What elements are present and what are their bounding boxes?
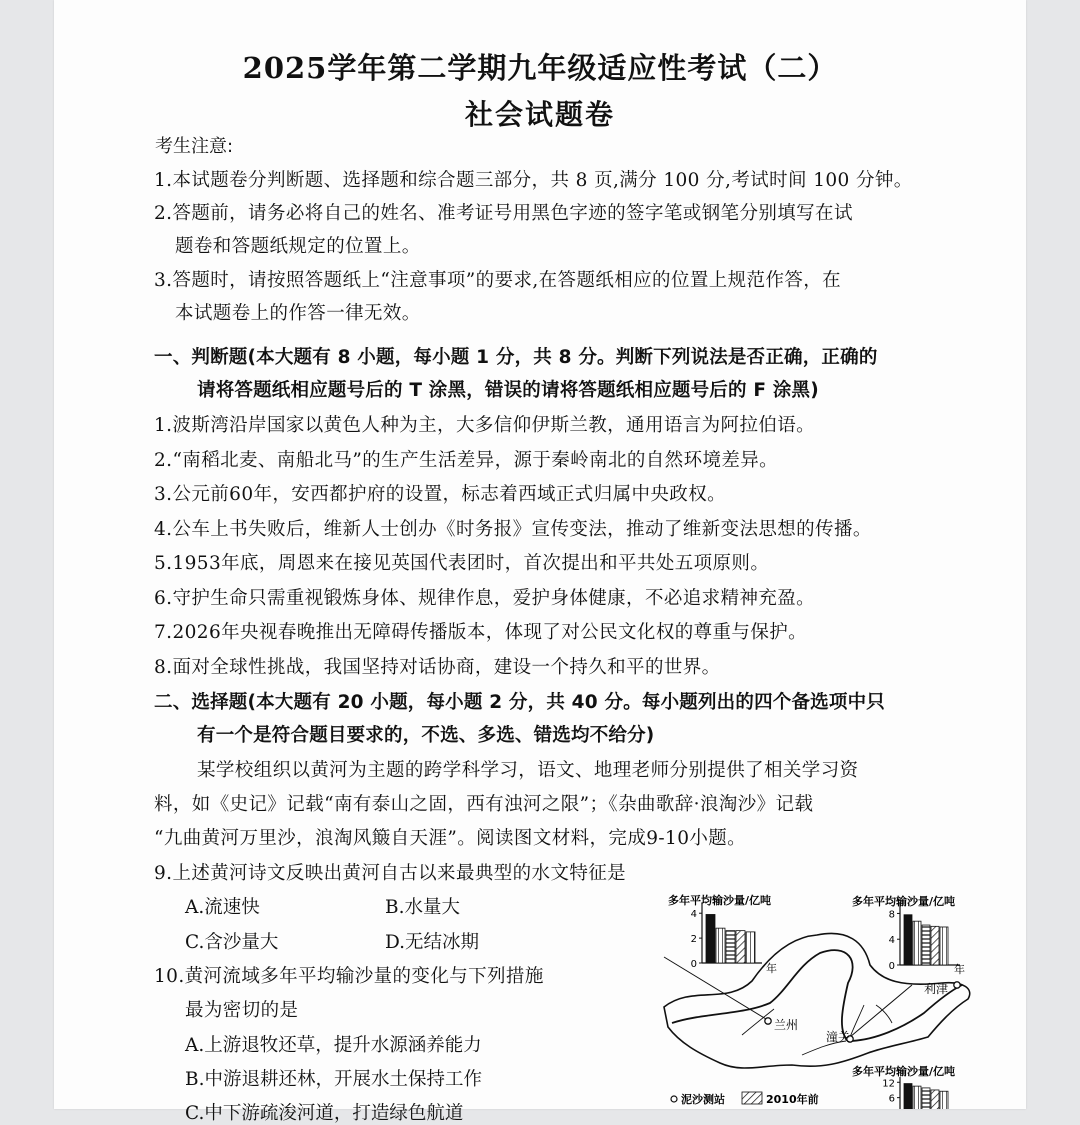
bar <box>706 914 715 963</box>
bar <box>913 921 921 965</box>
bar <box>931 1090 939 1109</box>
judge-item: 3.公元前60年，安西都护府的设置，标志着西域正式归属中央政权。 <box>154 484 726 505</box>
q9-option-d: D.无结冰期 <box>385 932 480 953</box>
q10-option-c: C.中下游疏浚河道，打造绿色航道 <box>185 1103 464 1124</box>
yellow-river-map <box>602 885 1026 1109</box>
chart-ylabel: 多年平均输沙量/亿吨 <box>852 1065 956 1078</box>
q9-option-b: B.水量大 <box>385 897 460 918</box>
place-label: 潼关 <box>826 1030 851 1044</box>
bar <box>746 932 755 963</box>
section1-heading-cont: 请将答题纸相应题号后的 T 涂黑，错误的请将答题纸相应题号后的 F 涂黑) <box>197 380 819 401</box>
judge-item: 7.2026年央视春晚推出无障碍传播版本，体现了对公民文化权的尊重与保护。 <box>154 622 808 643</box>
bar <box>922 1088 930 1109</box>
x-unit-label: 年 <box>954 963 965 976</box>
bar <box>913 1086 921 1109</box>
notice-heading: 考生注意: <box>155 136 234 157</box>
q10-option-b: B.中游退耕还林，开展水土保持工作 <box>185 1069 482 1090</box>
notice-item: 2.答题前，请务必将自己的姓名、准考证号用黑色字迹的签字笔或钢笔分别填写在试 <box>154 203 853 224</box>
section1-heading: 一、判断题(本大题有 8 小题，每小题 1 分，共 8 分。判断下列说法是否正确，正确的 <box>154 347 878 368</box>
notice-item: 本试题卷上的作答一律无效。 <box>175 303 421 324</box>
judge-item: 8.面对全球性挑战，我国坚持对话协商，建设一个持久和平的世界。 <box>154 657 721 678</box>
y-tick-label: 0 <box>888 961 895 972</box>
bar <box>716 928 725 963</box>
legend-station-label: 泥沙测站 <box>681 1093 725 1106</box>
notice-item: 题卷和答题纸规定的位置上。 <box>175 236 421 257</box>
q9-option-c: C.含沙量大 <box>185 932 279 953</box>
station-marker <box>954 982 960 988</box>
legend-swatch <box>742 1092 762 1104</box>
bar <box>904 1084 912 1109</box>
y-tick-label: 4 <box>888 935 895 947</box>
section2-heading: 二、选择题(本大题有 20 小题，每小题 2 分，共 40 分。每小题列出的四个备选项中只 <box>154 692 885 713</box>
q9-option-a: A.流速快 <box>185 897 260 918</box>
bar-chart-tongguan <box>882 1077 960 1109</box>
bar <box>726 931 735 963</box>
chart-ylabel: 多年平均输沙量/亿吨 <box>852 895 956 908</box>
bar-chart-lijin <box>889 903 960 972</box>
chart-ylabel: 多年平均输沙量/亿吨 <box>668 894 772 907</box>
bar <box>922 925 930 965</box>
bar <box>940 1091 948 1109</box>
y-tick-label: 8 <box>888 909 895 921</box>
place-label: 利津 <box>924 982 949 996</box>
legend-before-2010-label: 2010年前 <box>766 1093 819 1106</box>
bar-chart-lanzhou <box>691 903 762 970</box>
material-text: “九曲黄河万里沙，浪淘风簸自天涯”。阅读图文材料，完成9-10小题。 <box>154 828 747 849</box>
q9-stem: 9.上述黄河诗文反映出黄河自古以来最典型的水文特征是 <box>154 863 627 884</box>
exam-page <box>54 0 1026 1124</box>
station-marker <box>765 1018 771 1024</box>
notice-item: 3.答题时，请按照答题纸上“注意事项”的要求,在答题纸相应的位置上规范作答，在 <box>154 270 842 291</box>
judge-item: 6.守护生命只需重视锻炼身体、规律作息，爱护身体健康，不必追求精神充盈。 <box>154 588 816 609</box>
bar <box>736 931 745 963</box>
judge-item: 5.1953年底，周恩来在接见英国代表团时，首次提出和平共处五项原则。 <box>154 553 770 574</box>
material-text: 某学校组织以黄河为主题的跨学科学习，语文、地理老师分别提供了相关学习资 <box>197 760 859 781</box>
judge-item: 4.公车上书失败后，维新人士创办《时务报》宣传变法，推动了维新变法思想的传播。 <box>154 519 872 540</box>
exam-title: 2025学年第二学期九年级适应性考试（二） <box>242 51 838 85</box>
section2-heading-cont: 有一个是符合题目要求的，不选、多选、错选均不给分) <box>197 725 655 746</box>
y-tick-label: 4 <box>690 909 697 921</box>
bar <box>904 915 912 965</box>
material-text: 料，如《史记》记载“南有泰山之固，西有浊河之限”；《杂曲歌辞·浪淘沙》记载 <box>154 794 814 815</box>
notice-item: 1.本试题卷分判断题、选择题和综合题三部分，共 8 页,满分 100 分,考试时间 100 分钟。 <box>154 170 913 191</box>
place-label: 兰州 <box>774 1018 799 1032</box>
judge-item: 2.“南稻北麦、南船北马”的生产生活差异，源于秦岭南北的自然环境差异。 <box>154 450 779 471</box>
y-tick-label: 12 <box>882 1078 895 1090</box>
q10-stem: 10.黄河流域多年平均输沙量的变化与下列措施 <box>154 966 544 987</box>
yellow-river-figure <box>602 885 1026 1109</box>
q10-option-a: A.上游退牧还草，提升水源涵养能力 <box>185 1035 482 1056</box>
exam-subtitle: 社会试题卷 <box>464 98 615 131</box>
legend-station-icon <box>671 1096 677 1102</box>
y-tick-label: 2 <box>690 934 697 946</box>
bar <box>940 927 948 965</box>
judge-item: 1.波斯湾沿岸国家以黄色人种为主，大多信仰伊斯兰教，通用语言为阿拉伯语。 <box>154 415 816 436</box>
y-tick-label: 6 <box>888 1093 895 1105</box>
x-unit-label: 年 <box>766 962 777 975</box>
q10-stem-cont: 最为密切的是 <box>185 1000 299 1021</box>
bar <box>931 926 939 965</box>
y-tick-label: 0 <box>690 959 697 970</box>
